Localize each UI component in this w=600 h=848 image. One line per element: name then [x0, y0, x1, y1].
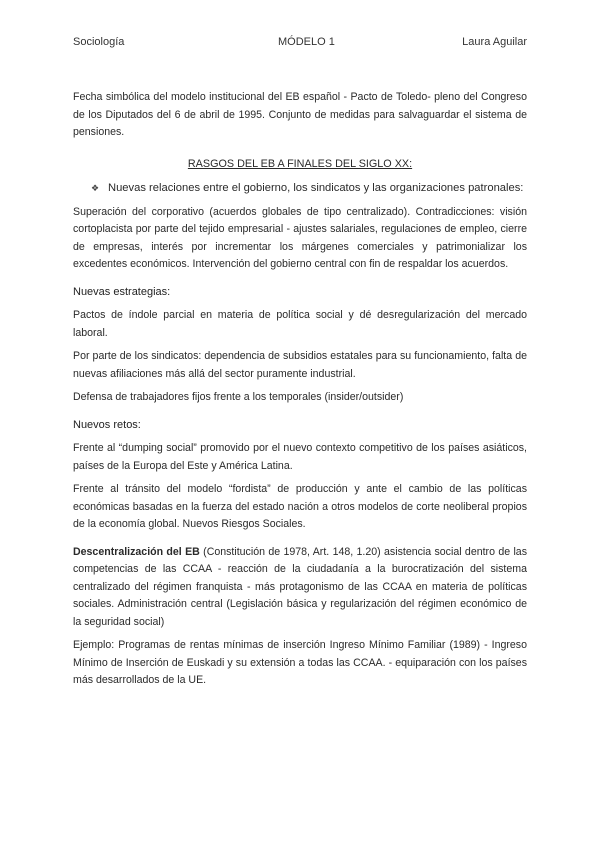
document-body [73, 89, 527, 690]
estrategias-paragraph-3: Defensa de trabajadores fijos frente a los temporales (insider/outsider) [73, 391, 404, 403]
header-author: Laura Aguilar [462, 36, 527, 48]
header-model: MÓDELO 1 [278, 36, 335, 48]
descentralizacion-paragraph [73, 544, 527, 632]
bullet-text: Nuevas relaciones entre el gobierno, los sindicatos y las organizaciones patronales: [108, 182, 524, 194]
retos-heading: Nuevos retos: [73, 418, 141, 431]
estrategias-paragraph-2: Por parte de los sindicatos: dependencia de subsidios estatales para su funcionamiento, falta de nuevas afiliaciones más allá del sector puramente industrial. [73, 350, 527, 380]
bullet-item [73, 180, 527, 198]
ejemplo-paragraph: Ejemplo: Programas de rentas mínimas de inserción Ingreso Mínimo Familiar (1989) - Ingreso Mínimo de Inserción de Euskadi y su extensión a todas las CCAA. - equiparación con los países más desarrollados de la UE. [73, 639, 527, 686]
page-header [73, 36, 527, 52]
retos-paragraph-1: Frente al “dumping social” promovido por el nuevo contexto competitivo de los países asiáticos, países de la Europa del Este y América Latina. [73, 442, 527, 472]
header-subject: Sociología [73, 36, 125, 48]
diamond-bullet-icon: ❖ [91, 183, 100, 193]
descentralizacion-lead: Descentralización del EB [73, 545, 200, 558]
corporativo-paragraph: Superación del corporativo (acuerdos globales de tipo centralizado). Contradicciones: visión cortoplacista por parte del tejido empresarial - ajustes salariales, regulaciones de empleo, cierre de empresas, interés por incrementar los márgenes comerciales y patrimonializar los excedentes económicos. Intervención del gobierno central con fin de respaldar los acuerdos. [73, 205, 527, 270]
retos-paragraph-2: Frente al tránsito del modelo “fordista” de producción y ante el cambio de las políticas económicas basadas en la fuerza del estado nación a otros modelos de corte neoliberal propios de la economía global. Nuevos Riesgos Sociales. [73, 483, 527, 530]
estrategias-heading: Nuevas estrategias: [73, 285, 171, 298]
section-title: RASGOS DEL EB A FINALES DEL SIGLO XX: [187, 157, 413, 170]
descentralizacion-text: (Constitución de 1978, Art. 148, 1.20) asistencia social dentro de las competencias de las CCAA - reacción de la ciudadanía a la burocratización del sistema centralizado del régimen franquista - más protagonismo de las CCAA en materia de políticas sociales. Administración central (Legislación básica y regularización del régimen económico de la seguridad social) [73, 545, 527, 628]
intro-paragraph: Fecha simbólica del modelo institucional del EB español - Pacto de Toledo- pleno del Congreso de los Diputados del 6 de abril de 1995. Conjunto de medidas para salvaguardar el sistema de pensiones. [73, 91, 527, 138]
estrategias-paragraph-1: Pactos de índole parcial en materia de política social y dé desregularización del mercado laboral. [73, 309, 527, 339]
